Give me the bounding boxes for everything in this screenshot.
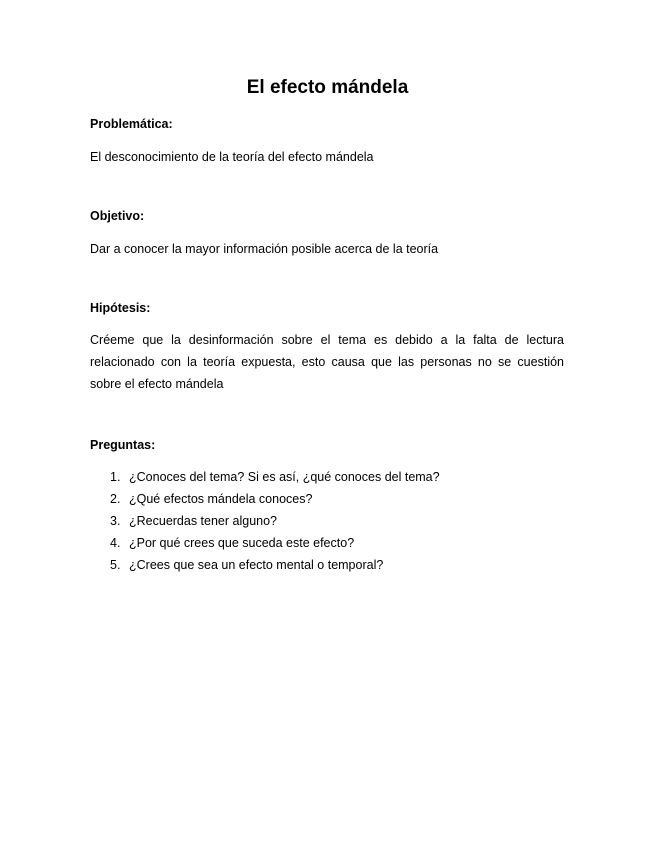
list-item-text: ¿Conoces del tema? Si es así, ¿qué conoces del tema? [129,470,440,484]
list-item [90,510,564,532]
list-item-text: ¿Por qué crees que suceda este efecto? [129,536,355,550]
list-item-text: ¿Qué efectos mándela conoces? [129,492,313,506]
section-preguntas [90,437,564,576]
list-item [90,532,564,554]
section-objetivo [90,208,564,260]
objetivo-heading: Objetivo: [90,209,145,223]
section-problematica [90,116,564,168]
list-item [90,488,564,510]
list-item-number: 5. [110,558,121,572]
hipotesis-heading: Hipótesis: [90,301,151,315]
list-item-text: ¿Crees que sea un efecto mental o temporal? [129,558,384,572]
list-item-number: 3. [110,514,121,528]
list-item [90,554,564,576]
hipotesis-text: Créeme que la desinformación sobre el tema es debido a la falta de lectura relacionado con la teoría expuesta, esto causa que las personas no se cuestión sobre el efecto mándela [90,333,564,391]
list-item [90,466,564,488]
list-item-number: 2. [110,492,121,506]
problematica-heading: Problemática: [90,117,173,131]
objetivo-text: Dar a conocer la mayor información posible acerca de la teoría [90,242,439,256]
list-item-text: ¿Recuerdas tener alguno? [129,514,278,528]
list-item-number: 1. [110,470,121,484]
section-hipotesis [90,300,564,395]
problematica-text: El desconocimiento de la teoría del efecto mándela [90,150,374,164]
preguntas-list [90,466,564,576]
preguntas-heading: Preguntas: [90,438,156,452]
document-title: El efecto mándela [246,77,409,98]
list-item-number: 4. [110,536,121,550]
